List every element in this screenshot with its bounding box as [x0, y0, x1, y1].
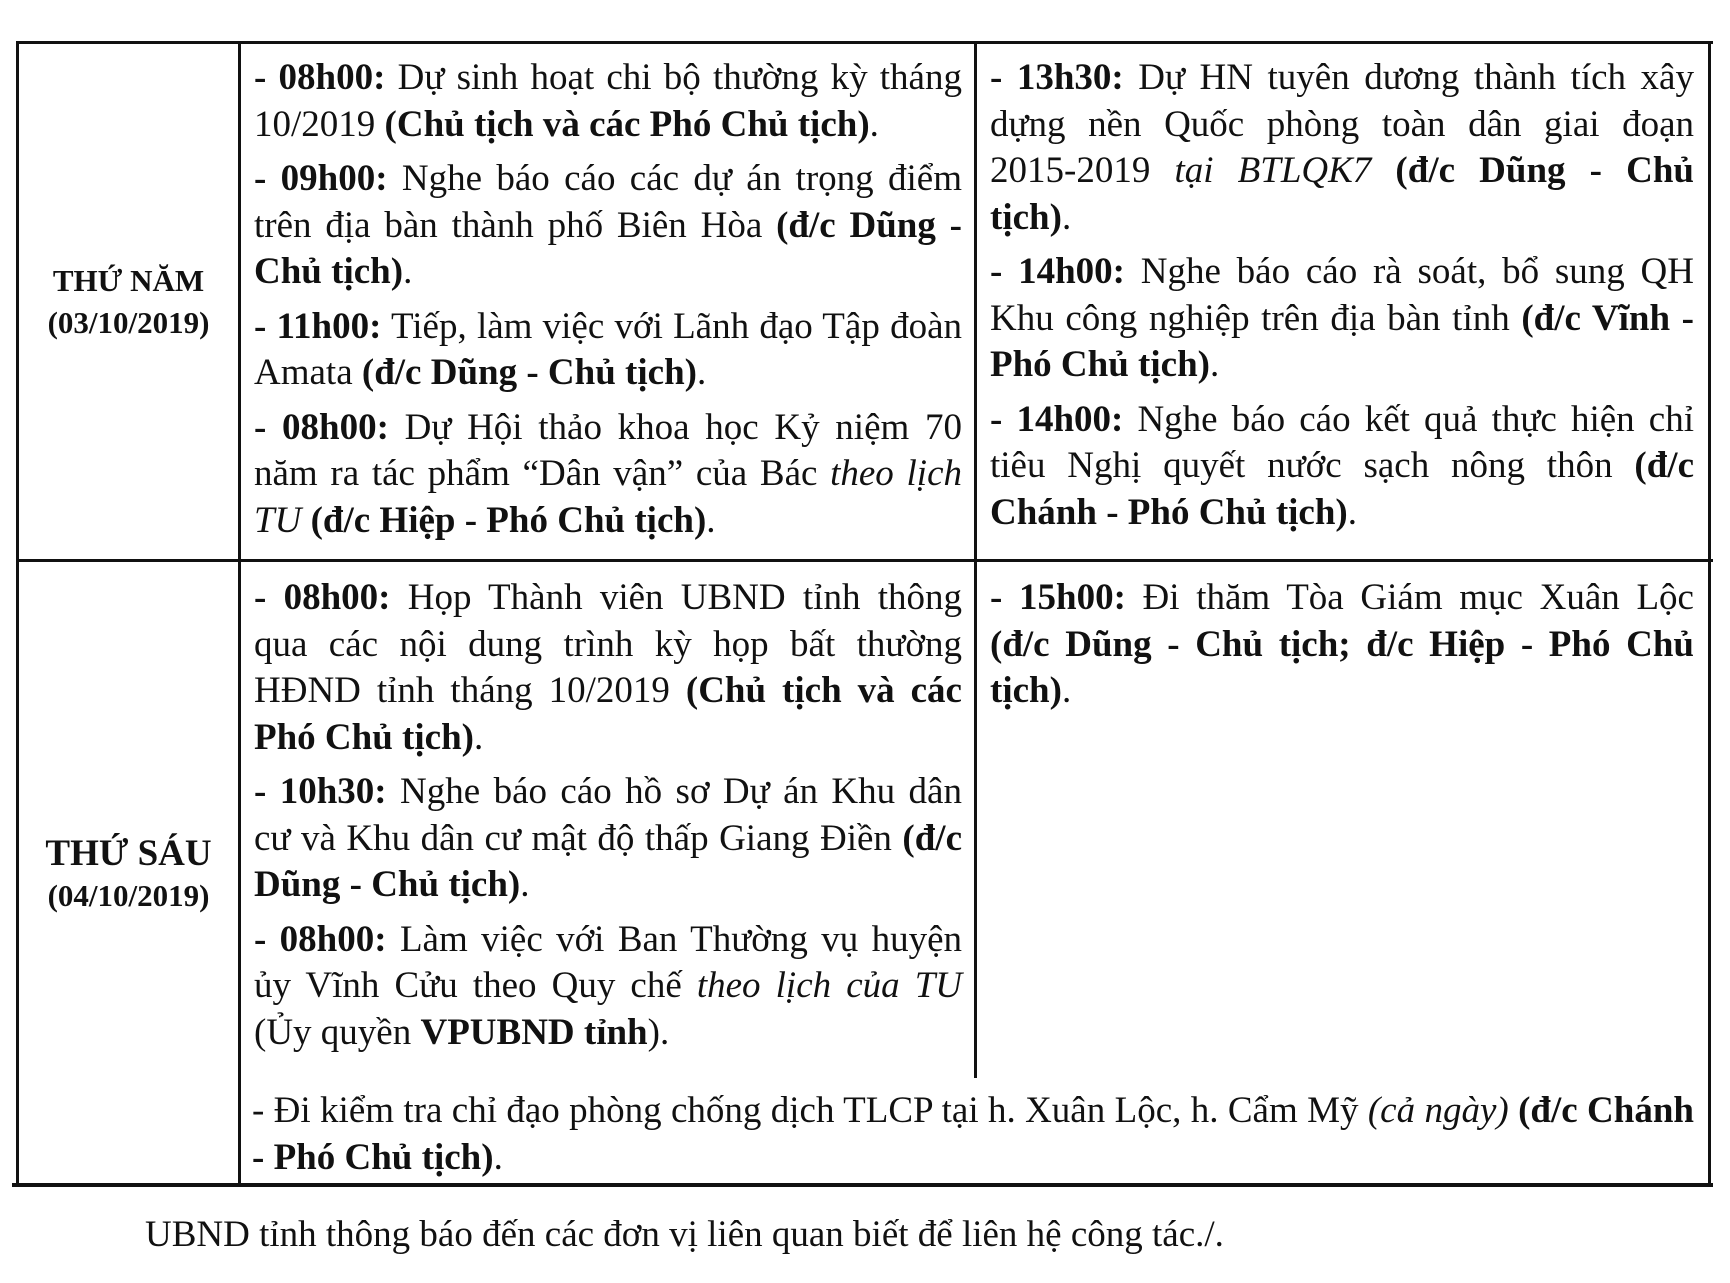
entry-text: Tiếp, làm việc với Lãnh đạo Tập đoàn Amata — [254, 305, 962, 393]
entry-text: Nghe báo cáo các dự án trọng điểm trên địa bàn thành phố Biên Hòa — [254, 158, 962, 246]
entry-assignee: (đ/c Dũng - Chủ tịch; đ/c Hiệp - Phó Chủ tịch) — [990, 623, 1694, 711]
thursday-morning-cell — [254, 55, 962, 552]
entry-time: - 08h00: — [254, 577, 391, 618]
entry-time: - 14h00: — [990, 251, 1125, 292]
entry-time: - 09h00: — [254, 158, 388, 199]
entry-assignee: (đ/c Dũng - Chủ tịch) — [254, 817, 962, 905]
entry-assignee: (đ/c Dũng - Chủ tịch) — [361, 352, 697, 393]
entry-assignee: (Chủ tịch và các Phó Chủ tịch) — [254, 670, 962, 758]
entry-text: Làm việc với Ban Thường vụ huyện ủy Vĩnh Cửu theo Quy chế — [254, 918, 962, 1006]
entry-end: . — [473, 716, 484, 758]
entry-note: theo lịch TU — [254, 453, 962, 541]
schedule-entry — [254, 769, 962, 909]
day-label-thursday — [19, 260, 238, 344]
entry-text: Dự HN tuyên dương thành tích xây dựng nền Quốc phòng toàn dân giai đoạn 2015-2019 — [990, 57, 1694, 191]
schedule-entry — [254, 405, 962, 545]
entry-time: - 11h00: — [254, 305, 382, 347]
entry-text: Nghe báo cáo hồ sơ Dự án Khu dân cư và Khu dân cư mật độ thấp Giang Điền — [254, 771, 962, 859]
entry-text: - Đi kiểm tra chỉ đạo phòng chống dịch TLCP tại h. Xuân Lộc, h. Cẩm Mỹ — [252, 1090, 1368, 1131]
schedule-entry — [254, 575, 962, 761]
row-divider — [17, 559, 1713, 562]
table-right-border — [1708, 41, 1711, 1186]
footer-note: UBND tỉnh thông báo đến các đơn vị liên quan biết để liên hệ công tác./. — [145, 1214, 1224, 1255]
entry-end: . — [869, 103, 879, 145]
friday-morning-cell — [254, 575, 962, 1064]
table-left-border — [16, 41, 19, 1186]
entry-time: - 15h00: — [990, 577, 1126, 618]
schedule-entry — [990, 397, 1694, 537]
entry-note: tại BTLQK7 — [1174, 150, 1372, 191]
entry-time: - 08h00: — [254, 406, 389, 448]
entry-assignee: (đ/c Chánh - Phó Chủ tịch) — [252, 1090, 1694, 1178]
thursday-afternoon-cell — [990, 55, 1694, 544]
entry-assignee: (đ/c Chánh - Phó Chủ tịch) — [990, 445, 1694, 533]
entry-end: . — [1061, 670, 1072, 711]
entry-time: - 08h00: — [254, 57, 386, 98]
entry-text: Họp Thành viên UBND tỉnh thông qua các nội dung trình kỳ họp bất thường HĐND tỉnh tháng 10/2019 — [254, 577, 962, 711]
entry-assignee: (Chủ tịch và các Phó Chủ tịch) — [384, 103, 870, 145]
entry-time: - 10h30: — [254, 771, 387, 812]
entry-text: Dự Hội thảo khoa học Kỷ niệm 70 năm ra tác phẩm “Dân vận” của Bác — [254, 406, 962, 494]
entry-end: ). — [647, 1011, 670, 1053]
entry-time: - 14h00: — [990, 398, 1124, 440]
entry-end: . — [706, 499, 716, 541]
schedule-entry — [990, 575, 1694, 715]
entry-assignee: (đ/c Dũng - Chủ tịch) — [990, 150, 1694, 238]
friday-full-day-cell — [252, 1088, 1694, 1189]
entry-end: . — [1347, 491, 1358, 533]
session-column-divider — [974, 41, 977, 1078]
entry-assignee: (đ/c Vĩnh - Phó Chủ tịch) — [990, 297, 1694, 385]
schedule-entry — [254, 917, 962, 1057]
entry-assignee: (đ/c Hiệp - Phó Chủ tịch) — [301, 499, 707, 541]
day-name: THỨ SÁU — [45, 833, 212, 874]
schedule-entry — [254, 55, 962, 148]
entry-end: . — [520, 864, 530, 905]
day-label-friday — [19, 833, 238, 917]
entry-text: (Ủy quyền — [254, 1011, 421, 1053]
entry-end: . — [403, 251, 413, 292]
day-date: (04/10/2019) — [47, 878, 210, 913]
schedule-entry — [252, 1088, 1694, 1181]
entry-time: - 08h00: — [254, 918, 387, 960]
entry-assignee: (đ/c Dũng - Chủ tịch) — [254, 204, 962, 292]
schedule-entry — [990, 249, 1694, 389]
entry-end: . — [1061, 196, 1072, 238]
entry-text: Đi thăm Tòa Giám mục Xuân Lộc — [1125, 577, 1694, 618]
entry-note: (cả ngày) — [1367, 1090, 1509, 1131]
schedule-entry — [254, 304, 962, 397]
table-top-border — [17, 41, 1713, 44]
entry-text: Nghe báo cáo kết quả thực hiện chỉ tiêu Nghị quyết nước sạch nông thôn — [990, 398, 1694, 486]
day-name: THỨ NĂM — [52, 263, 205, 298]
entry-end: . — [493, 1136, 503, 1178]
entry-note: theo lịch của TU — [696, 965, 962, 1006]
schedule-entry — [254, 156, 962, 296]
entry-text: Nghe báo cáo rà soát, bổ sung QH Khu công nghiệp trên địa bàn tỉnh — [990, 251, 1694, 339]
entry-text: Dự sinh hoạt chi bộ thường kỳ tháng 10/2019 — [254, 57, 962, 145]
entry-time: - 13h30: — [990, 57, 1124, 98]
friday-afternoon-cell — [990, 575, 1694, 723]
day-date: (03/10/2019) — [47, 305, 210, 340]
day-column-divider — [238, 41, 241, 1186]
entry-end: . — [1209, 344, 1220, 385]
schedule-entry — [990, 55, 1694, 241]
entry-end: . — [696, 352, 707, 393]
entry-assignee: VPUBND tỉnh — [420, 1011, 648, 1053]
